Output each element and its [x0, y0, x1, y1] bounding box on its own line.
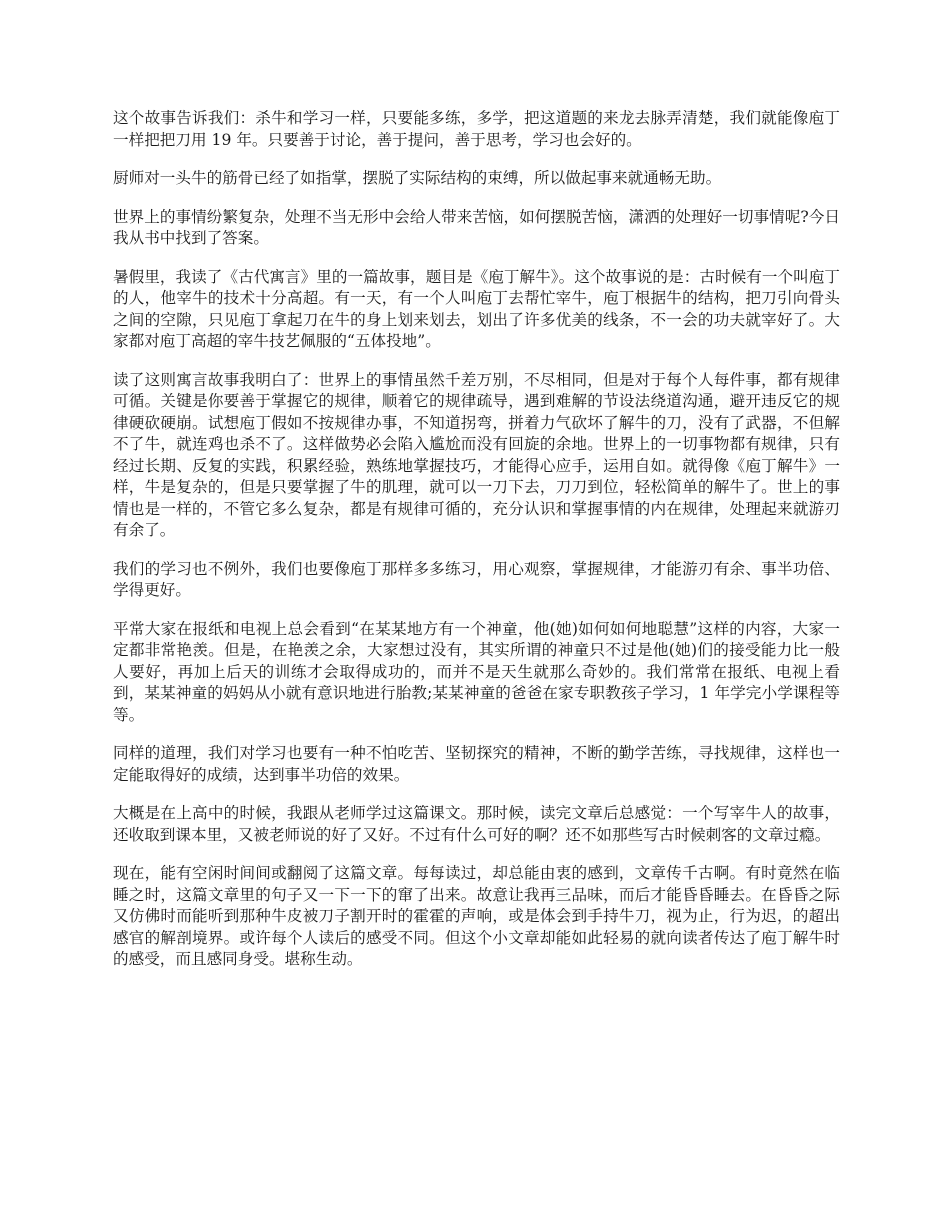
paragraph-7: 平常大家在报纸和电视上总会看到“在某某地方有一个神童，他(她)如何如何地聪慧”这样的内容，大家一定都非常艳羡。但是，在艳羡之余，大家想过没有，其实所谓的神童只不过是他(她)们的接受能力比一般人要好，再加上后天的训练才会取得成功的，而并不是天生就那么奇妙的。我们常常在报纸、电视上看到，某某神童的妈妈从小就有意识地进行胎教;某某神童的爸爸在家专职教孩子学习，1 年学完小学课程等等。 [113, 619, 840, 724]
paragraph-4: 暑假里，我读了《古代寓言》里的一篇故事，题目是《庖丁解牛》。这个故事说的是：古时候有一个叫庖丁的人，他宰牛的技术十分高超。有一天，有一个人叫庖丁去帮忙宰牛，庖丁根据牛的结构，把刀引向骨头之间的空隙，只见庖丁拿起刀在牛的身上划来划去，划出了许多优美的线条，不一会的功夫就宰好了。大家都对庖丁高超的宰牛技艺佩服的“五体投地”。 [113, 267, 840, 350]
paragraph-8: 同样的道理，我们对学习也要有一种不怕吃苦、坚韧探究的精神，不断的勤学苦练，寻找规律，这样也一定能取得好的成绩，达到事半功倍的效果。 [113, 744, 840, 784]
paragraph-10: 现在，能有空闲时间间或翻阅了这篇文章。每每读过，却总能由衷的感到，文章传千古啊。有时竟然在临睡之时，这篇文章里的句子又一下一下的窜了出来。故意让我再三品味，而后才能昏昏睡去。在昏昏之际又仿佛时而能听到那种牛皮被刀子割开时的霍霍的声响，或是体会到手持牛刀，视为止，行为迟，的超出感官的解剖境界。或许每个人读后的感受不同。但这个小文章却能如此轻易的就向读者传达了庖丁解牛时的感受，而且感同身受。堪称生动。 [113, 864, 840, 968]
paragraph-3: 世界上的事情纷繁复杂，处理不当无形中会给人带来苦恼，如何摆脱苦恼，潇洒的处理好一切事情呢?今日我从书中找到了答案。 [113, 207, 840, 247]
paragraph-9: 大概是在上高中的时候，我跟从老师学过这篇课文。那时候，读完文章后总感觉：一个写宰牛人的故事，还收取到课本里，又被老师说的好了又好。不过有什么可好的啊？还不如那些写古时候刺客的文章过瘾。 [113, 804, 840, 844]
paragraph-2: 厨师对一头牛的筋骨已经了如指掌，摆脱了实际结构的束缚，所以做起事来就通畅无助。 [113, 169, 722, 187]
paragraph-1: 这个故事告诉我们：杀牛和学习一样，只要能多练，多学，把这道题的来龙去脉弄清楚，我们就能像庖丁一样把把刀用 19 年。只要善于讨论，善于提问，善于思考，学习也会好的。 [113, 109, 840, 149]
paragraph-6: 我们的学习也不例外，我们也要像庖丁那样多多练习，用心观察，掌握规律，才能游刃有余、事半功倍、学得更好。 [113, 559, 840, 599]
paragraph-5: 读了这则寓言故事我明白了：世界上的事情虽然千差万别，不尽相同，但是对于每个人每件事，都有规律可循。关键是你要善于掌握它的规律，顺着它的规律疏导，遇到难解的节设法绕道沟通，避开违反它的规律硬砍硬崩。试想庖丁假如不按规律办事，不知道拐弯，拼着力气砍坏了解牛的刀，没有了武器，不但解不了牛，就连鸡也杀不了。这样做势必会陷入尴尬而没有回旋的余地。世界上的一切事物都有规律，只有经过长期、反复的实践，积累经验，熟练地掌握技巧，才能得心应手，运用自如。就得像《庖丁解牛》一样，牛是复杂的，但是只要掌握了牛的肌理，就可以一刀下去，刀刀到位，轻松简单的解牛了。世上的事情也是一样的，不管它多么复杂，都是有规律可循的，充分认识和掌握事情的内在规律，处理起来就游刃有余了。 [113, 370, 840, 539]
document-body [113, 108, 840, 988]
